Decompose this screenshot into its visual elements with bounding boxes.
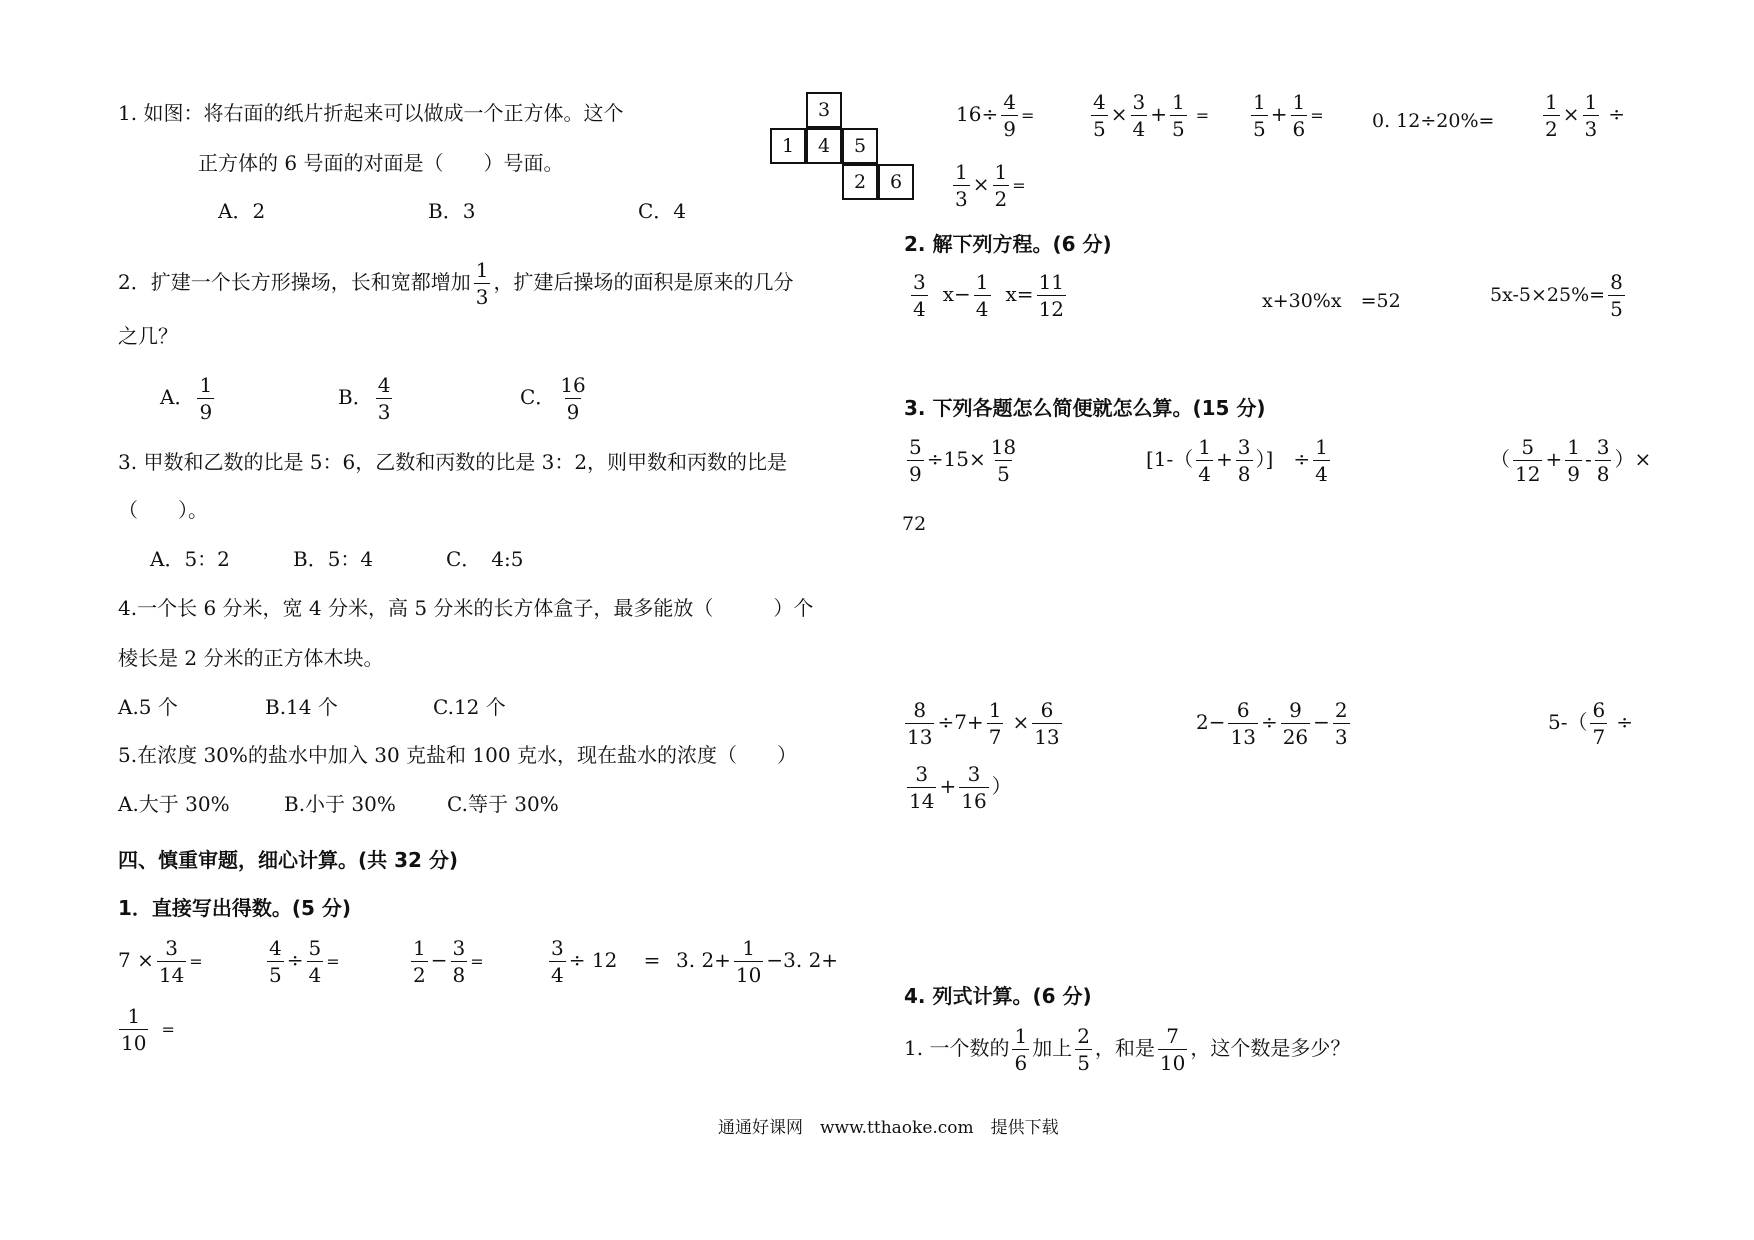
q3-option-a: A．5：2 [150,547,230,571]
simplify-3-line2: 72 [902,513,927,535]
oral-calc-e: $\frac{1}{2}$ × $\frac{1}{3}$ ÷ [1545,90,1625,141]
oral-calc-f: $\frac{1}{3}$ × $\frac{1}{2}$ = [955,160,1026,211]
simplify-5: 2− $\frac{6}{13}$ ÷ $\frac{9}{26}$ − $\frac{2}{3}$ [1196,698,1348,749]
q2-text-post: ，扩建后操场的面积是原来的几分 [493,270,794,294]
q2-line2: 之几？ [118,324,178,348]
simplify-1: $\frac{5}{9}$ ÷15× $\frac{18}{5}$ [909,435,1017,486]
section-r3-title: 3. 下列各题怎么简便就怎么算。(15 分) [904,396,1266,420]
net-cell: 5 [842,128,878,164]
oral-calc-d: 0. 12÷20%= [1372,110,1495,132]
q2-option-a: A． $\frac{1}{9}$ [160,373,213,424]
section-r4-title: 4. 列式计算。(6 分) [904,984,1092,1008]
q1-option-c: C．4 [638,199,687,223]
equation-2: x+30%x =52 [1262,290,1401,312]
q4-option-b: B.14 个 [265,695,338,719]
word-problem-1: 1. 一个数的 $\frac{1}{6}$ 加上 $\frac{2}{5}$ ，和是 $\frac{7}{10}$ ，这个数是多少？ [904,1024,1351,1075]
q2-line1 [118,260,793,307]
net-cell: 6 [878,164,914,200]
oral-calc-b: $\frac{4}{5}$ × $\frac{3}{4}$ + $\frac{1}{5}$ = [1093,90,1210,141]
calc-item-1: 7 × $\frac{3}{14}$ = [118,936,203,987]
section-r2-title: 2. 解下列方程。(6 分) [904,232,1112,256]
q1-option-b: B．3 [428,199,476,223]
q3-option-c: C． 4:5 [446,547,524,571]
calc-item-4: $\frac{3}{4}$ ÷ 12 = [551,936,661,987]
section-4-title: 四、慎重审题，细心计算。(共 32 分) [118,848,459,872]
oral-calc-a: 16÷ $\frac{4}{9}$ = [956,90,1035,141]
section-4-q1-title: 1．直接写出得数。(5 分) [118,896,352,920]
equation-3: 5x-5×25%= $\frac{8}{5}$ [1490,270,1623,321]
q1-line2: 正方体的 6 号面的对面是（ ）号面。 [198,151,564,175]
q2-option-c: C． $\frac{16}{9}$ [520,373,586,424]
q4-line1: 4.一个长 6 分米，宽 4 分米，高 5 分米的长方体盒子，最多能放（ ）个 [118,596,814,620]
simplify-3: （ $\frac{5}{12}$ + $\frac{1}{9}$ - $\frac{3}{8}$ ）× [1490,435,1652,486]
q5-option-b: B.小于 30% [284,792,396,816]
net-cell: 3 [806,92,842,128]
q5-line1: 5.在浓度 30%的盐水中加入 30 克盐和 100 克水，现在盐水的浓度（ ） [118,743,797,767]
q3-line1: 3. 甲数和乙数的比是 5：6，乙数和丙数的比是 3：2，则甲数和丙数的比是 [118,450,788,474]
calc-item-3: $\frac{1}{2}$ − $\frac{3}{8}$ = [413,936,484,987]
q4-option-a: A.5 个 [118,695,178,719]
q3-line2: （ ）。 [118,498,208,522]
q4-option-c: C.12 个 [433,695,506,719]
simplify-4: $\frac{8}{13}$ ÷7+ $\frac{1}{7}$ × $\frac{6}{13}$ [907,698,1060,749]
net-cell: 2 [842,164,878,200]
net-cell: 4 [806,128,842,164]
q2-fraction: $\frac{1}{3}$ [475,258,489,309]
q3-option-b: B．5：4 [293,547,374,571]
cube-net-diagram [770,92,920,208]
q2-option-b: B． $\frac{4}{3}$ [338,373,391,424]
calc-item-2: $\frac{4}{5}$ ÷ $\frac{5}{4}$ = [269,936,340,987]
oral-calc-c: $\frac{1}{5}$ + $\frac{1}{6}$ = [1253,90,1324,141]
q5-option-c: C.等于 30% [447,792,559,816]
q4-line2: 棱长是 2 分米的正方体木块。 [118,646,384,670]
equation-1: $\frac{3}{4}$ x− $\frac{1}{4}$ x= $\frac{11}{12}$ [913,270,1065,321]
simplify-6: 5-（ $\frac{6}{7}$ ÷ [1548,698,1633,749]
footer-credit: 通通好课网 www.tthaoke.com 提供下载 [718,1118,1059,1138]
q2-text-pre: 2．扩建一个长方形操场，长和宽都增加 [118,270,471,294]
calc-item-6: $\frac{1}{10}$ = [121,1004,175,1055]
q5-option-a: A.大于 30% [118,792,230,816]
net-cell: 1 [770,128,806,164]
calc-item-5: 3. 2+ $\frac{1}{10}$ −3. 2+ [676,936,839,987]
simplify-6-line2: $\frac{3}{14}$ + $\frac{3}{16}$ ） [909,762,1012,813]
simplify-2: [1-（ $\frac{1}{4}$ + $\frac{3}{8}$ ）] ÷ $\frac{1}{4}$ [1146,435,1328,486]
q1-option-a: A．2 [218,199,266,223]
q1-line1: 1. 如图：将右面的纸片折起来可以做成一个正方体。这个 [118,101,624,125]
